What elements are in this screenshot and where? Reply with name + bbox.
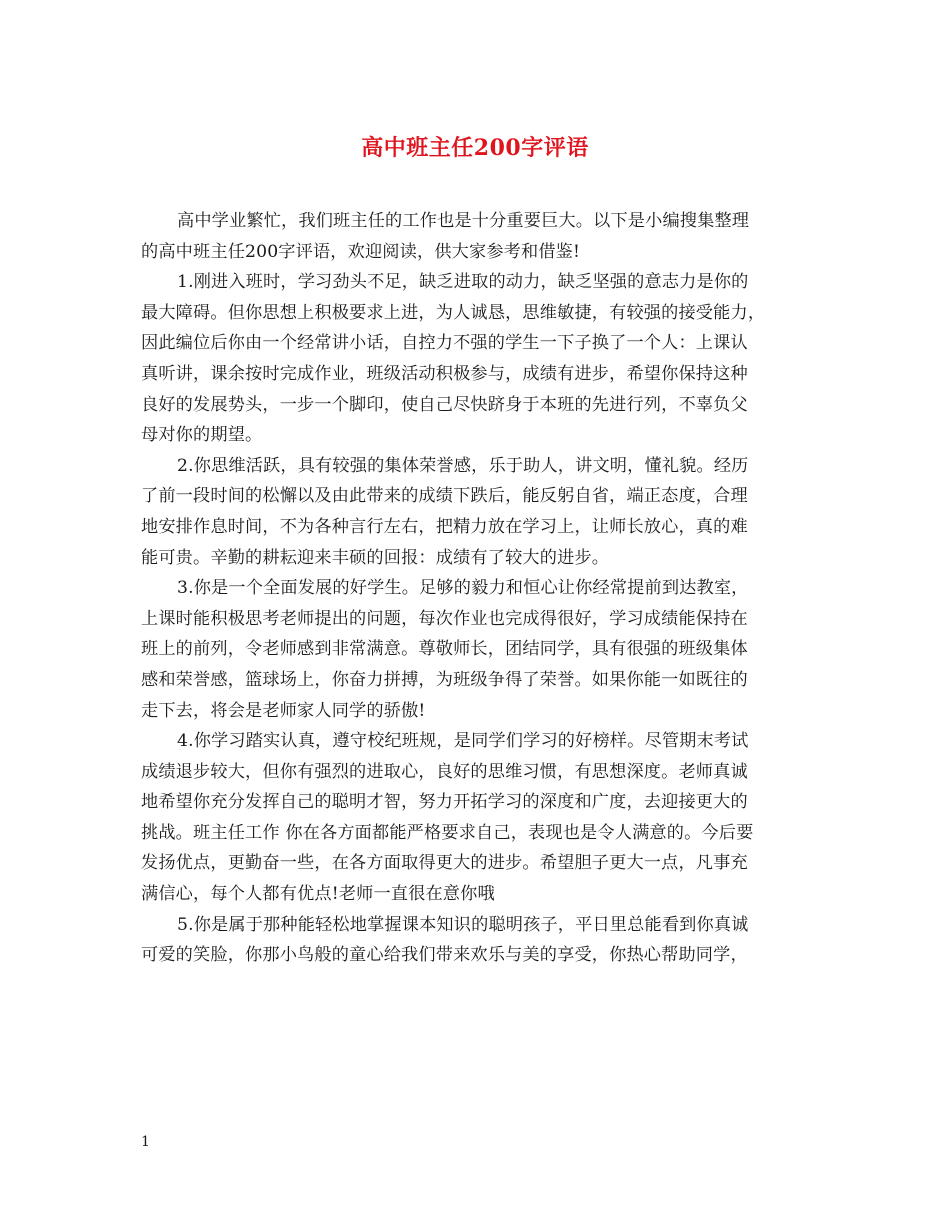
- paragraph-line: 因此编位后你由一个经常讲小话，自控力不强的学生一下子换了一个人：上课认: [141, 333, 748, 354]
- paragraph-line: 成绩退步较大，但你有强烈的进取心，良好的思维习惯，有思想深度。老师真诚: [141, 761, 748, 782]
- paragraph-line: 地希望你充分发挥自己的聪明才智，努力开拓学习的深度和广度，去迎接更大的: [141, 792, 748, 813]
- paragraph-line: 3.你是一个全面发展的好学生。足够的毅力和恒心让你经常提前到达教室，: [177, 578, 749, 599]
- paragraph-line: 最大障碍。但你思想上积极要求上进，为人诚恳，思维敏捷，有较强的接受能力，: [141, 302, 766, 323]
- paragraph-line: 母对你的期望。: [141, 425, 263, 446]
- paragraph-line: 发扬优点，更勤奋一些，在各方面取得更大的进步。希望胆子更大一点，凡事充: [141, 853, 748, 874]
- paragraph-line: 5.你是属于那种能轻松地掌握课本知识的聪明孩子，平日里总能看到你真诚: [177, 914, 749, 935]
- document-body: [141, 206, 811, 971]
- paragraph-line: 地安排作息时间，不为各种言行左右，把精力放在学习上，让师长放心，真的难: [141, 516, 748, 537]
- paragraph-line: 2.你思维活跃，具有较强的集体荣誉感，乐于助人，讲文明，懂礼貌。经历: [177, 455, 749, 476]
- paragraph-line: 可爱的笑脸，你那小鸟般的童心给我们带来欢乐与美的享受，你热心帮助同学，: [141, 945, 748, 966]
- paragraph-line: 1.刚进入班时，学习劲头不足，缺乏进取的动力，缺乏坚强的意志力是你的: [177, 272, 749, 293]
- paragraph-line: 上课时能积极思考老师提出的问题，每次作业也完成得很好，学习成绩能保持在: [141, 608, 748, 629]
- paragraph-line: 班上的前列，令老师感到非常满意。尊敬师长，团结同学，具有很强的班级集体: [141, 639, 748, 660]
- page-number: 1: [141, 1134, 150, 1150]
- paragraph-line: 满信心，每个人都有优点!老师一直很在意你哦: [141, 884, 495, 905]
- paragraph-line: 4.你学习踏实认真，遵守校纪班规，是同学们学习的好榜样。尽管期末考试: [177, 731, 749, 752]
- paragraph-line: 能可贵。辛勤的耕耘迎来丰硕的回报：成绩有了较大的进步。: [141, 547, 610, 568]
- document-title: 高中班主任200字评语: [361, 135, 589, 161]
- paragraph-line: 挑战。班主任工作 你在各方面都能严格要求自己，表现也是令人满意的。今后要: [141, 822, 754, 843]
- paragraph-line: 的高中班主任200字评语，欢迎阅读，供大家参考和借鉴!: [141, 241, 581, 262]
- paragraph-line: 真听讲，课余按时完成作业，班级活动积极参与，成绩有进步，希望你保持这种: [141, 363, 748, 384]
- paragraph-line: 了前一段时间的松懈以及由此带来的成绩下跌后，能反躬自省，端正态度，合理: [141, 486, 748, 507]
- paragraph-line: 良好的发展势头，一步一个脚印，使自己尽快跻身于本班的先进行列，不辜负父: [141, 394, 748, 415]
- paragraph-line: 感和荣誉感，篮球场上，你奋力拼搏，为班级争得了荣誉。如果你能一如既往的: [141, 669, 748, 690]
- paragraph-line: 走下去，将会是老师家人同学的骄傲!: [141, 700, 426, 721]
- paragraph-line: 高中学业繁忙，我们班主任的工作也是十分重要巨大。以下是小编搜集整理: [177, 211, 750, 231]
